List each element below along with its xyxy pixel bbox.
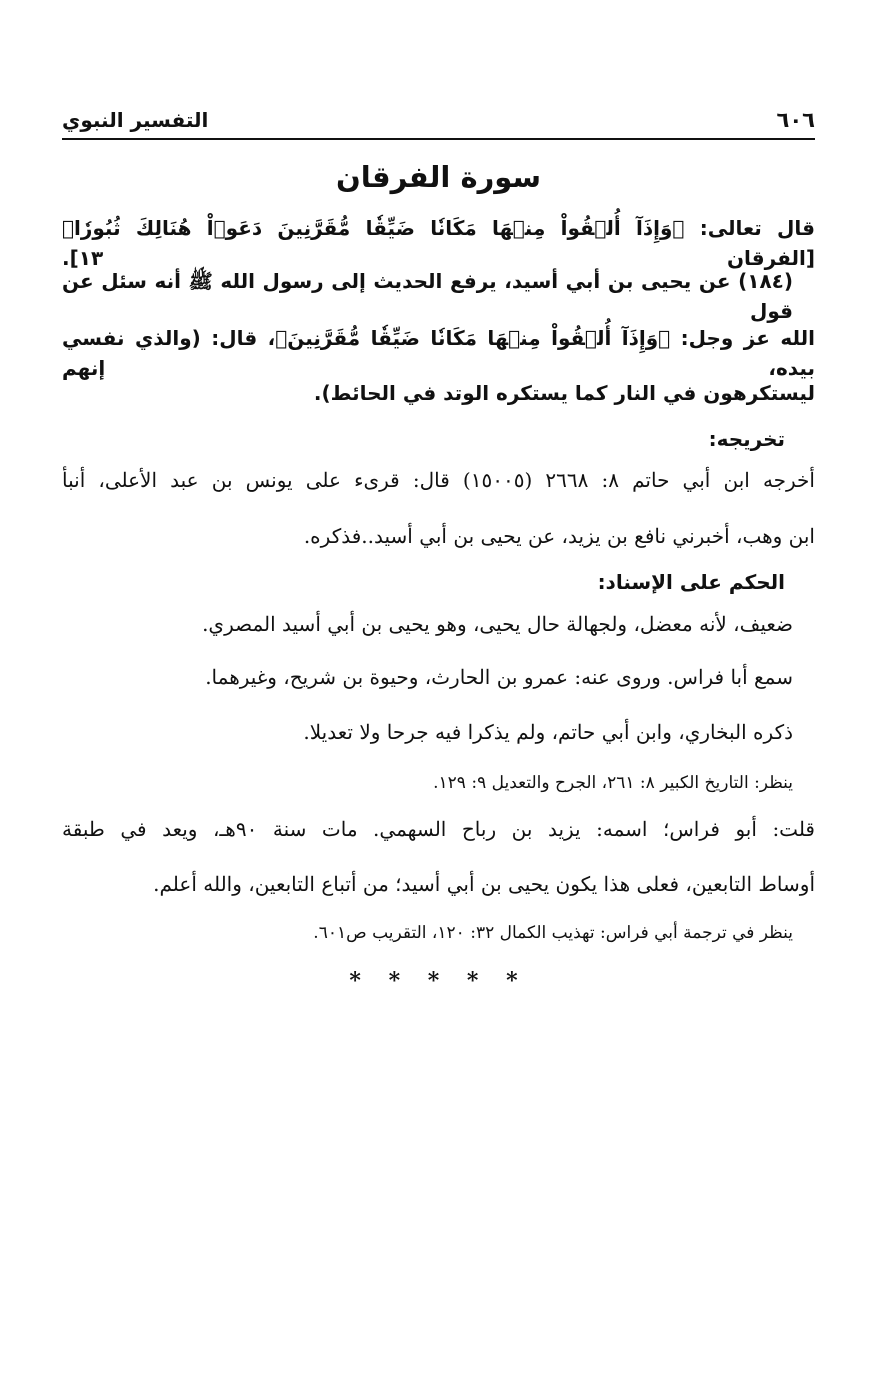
hukm-reference-1: ينظر: التاريخ الكبير ٨: ٢٦١، الجرح والتعديل ٩: ١٢٩.: [433, 773, 793, 793]
page-number: ٦٠٦: [776, 108, 815, 132]
surah-title: سورة الفرقان: [336, 160, 541, 194]
takhrij-line-1: أخرجه ابن أبي حاتم ٨: ٢٦٦٨ (١٥٠٠٥) قال: قرىء على يونس بن عبد الأعلى، أنبأ: [62, 468, 815, 492]
hukm-line-5: أوساط التابعين، فعلى هذا يكون يحيى بن أبي أسيد؛ من أتباع التابعين، والله أعلم.: [153, 872, 815, 896]
hukm-heading: الحكم على الإسناد:: [597, 570, 785, 594]
section-separator: * * * * *: [349, 968, 528, 994]
takhrij-line-2: ابن وهب، أخبرني نافع بن يزيد، عن يحيى بن أبي أسيد..فذكره.: [303, 524, 815, 548]
takhrij-heading: تخريجه:: [708, 427, 785, 451]
verse-line: قال تعالى: ﴿وَإِذَآ أُلۡقُواْ مِنۡهَا مَكَانٗا ضَيِّقٗا مُّقَرَّنِينَ دَعَوۡاْ هُنَالِكَ ثُبُورٗا﴾ [الفرقان ١٣].: [62, 216, 815, 270]
hadith-line-1: (١٨٤) عن يحيى بن أبي أسيد، يرفع الحديث إلى رسول الله ﷺ أنه سئل عن قول: [62, 269, 793, 323]
hukm-line-1: ضعيف، لأنه معضل، ولجهالة حال يحيى، وهو يحيى بن أبي أسيد المصري.: [202, 612, 793, 636]
running-title: التفسير النبوي: [62, 108, 209, 132]
hukm-reference-2: ينظر في ترجمة أبي فراس: تهذيب الكمال ٣٢: ١٢٠، التقريب ص٦٠١.: [313, 923, 793, 943]
hukm-line-3: ذكره البخاري، وابن أبي حاتم، ولم يذكرا فيه جرحا ولا تعديلا.: [303, 720, 793, 744]
hadith-line-2: الله عز وجل: ﴿وَإِذَآ أُلۡقُواْ مِنۡهَا مَكَانٗا ضَيِّقٗا مُّقَرَّنِينَ﴾، قال: (والذي نفسي بيده، إنهم: [62, 326, 815, 380]
hukm-line-4: قلت: أبو فراس؛ اسمه: يزيد بن رباح السهمي. مات سنة ٩٠هـ، ويعد في طبقة: [62, 817, 815, 841]
hadith-line-3: ليستكرهون في النار كما يستكره الوتد في الحائط).: [313, 381, 815, 405]
hukm-line-2: سمع أبا فراس. وروى عنه: عمرو بن الحارث، وحيوة بن شريح، وغيرهما.: [205, 665, 793, 689]
page-header: [62, 108, 815, 140]
